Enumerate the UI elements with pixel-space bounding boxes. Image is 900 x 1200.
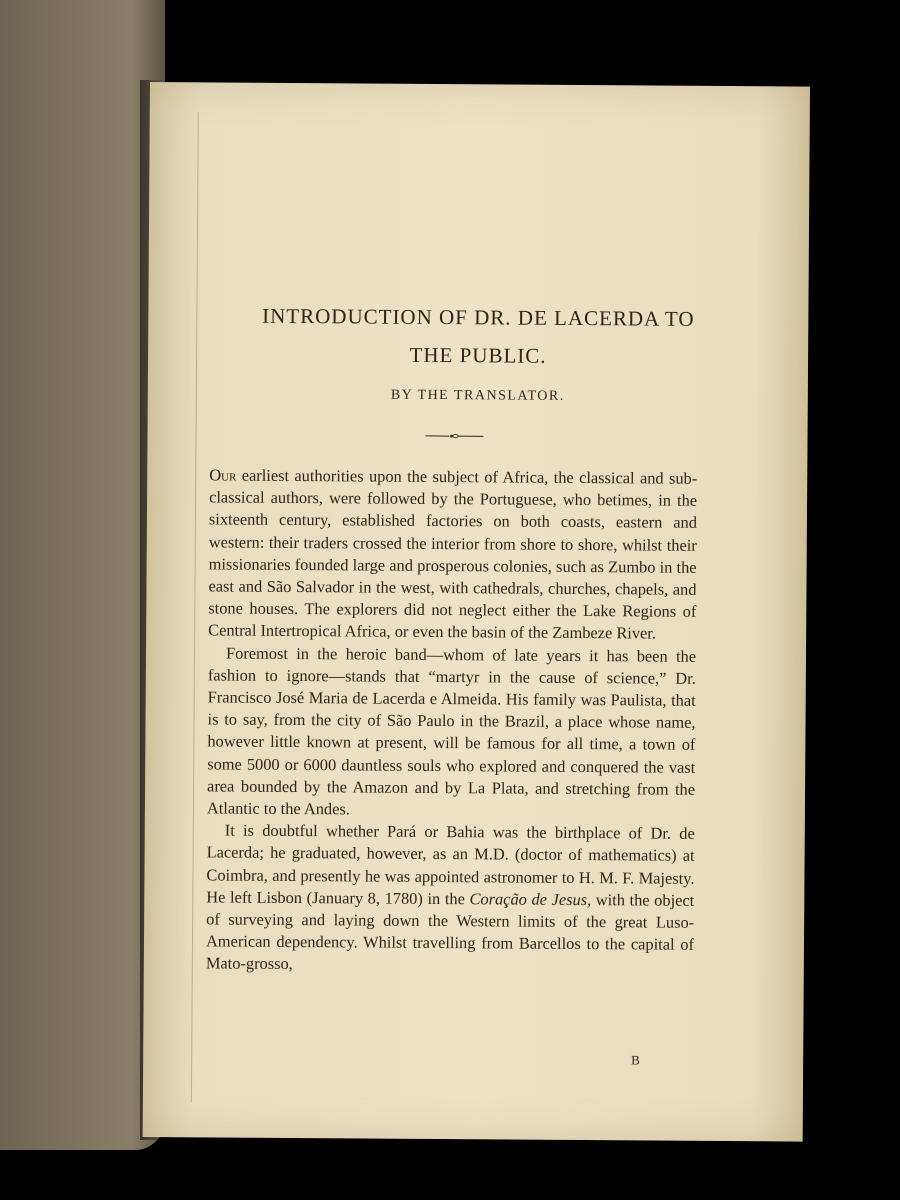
margin-rule <box>191 112 199 1102</box>
book-page <box>143 82 810 1142</box>
paragraph-2: Foremost in the heroic band—whom of late years it has been the fashion to ignore—stands that “martyr in the cause of science,” Dr. Francisco José Maria de Lacerda e Almeida. His family was Paulista, that is to say, from the city of São Paulo in the Brazil, a place whose name, however little known at present, will be famous for all time, a town of some 5000 or 6000 dauntless souls who explored and conquered the vast area bounded by the Amazon and by La Plata, and stretching from the Atlantic to the Andes. <box>206 643 697 819</box>
ship-name: Coração de Jesus, <box>469 889 592 909</box>
byline: BY THE TRANSLATOR. <box>390 387 565 404</box>
chapter-title <box>148 296 809 377</box>
paragraph-1-opening: Our <box>209 465 237 485</box>
paragraph-3-text-a: It is doubtful whether Pará or Bahia was the birthplace of Dr. de Lacerda; he graduated, however, as an M.D. (doctor of mathematics) at Coimbra, and presently he was appointed astronomer to H. M. F. Majesty. He left Lisbon (January 8, 1780) in the <box>206 820 695 909</box>
ornament-divider-icon <box>426 432 484 440</box>
paragraph-3 <box>206 820 695 979</box>
chapter-title-line-2: THE PUBLIC. <box>409 342 547 368</box>
paragraph-1 <box>208 464 697 645</box>
signature-mark: B <box>631 1052 640 1068</box>
paragraph-1-text: earliest authorities upon the subject of Africa, the classical and sub-classical authors, were followed by the Portuguese, who betimes, in the sixteenth century, established factories on both coasts, eastern and western: their traders crossed the interior from shore to shore, whilst their missionaries founded large and prosperous colonies, such as Zumbo in the east and São Salvador in the west, with cathedrals, churches, chapels, and stone houses. The explorers did not neglect either the Lake Regions of Central Intertropical Africa, or even the basin of the Zambeze River. <box>208 465 698 643</box>
paragraph-3-text-b: with the object of surveying and laying down the Western limits of the great Luso-American dependency. Whilst travelling from Barcellos to the capital of Mato-grosso, <box>205 889 695 974</box>
body-text <box>206 464 698 978</box>
chapter-title-line-1: INTRODUCTION OF DR. DE LACERDA TO <box>262 303 695 331</box>
